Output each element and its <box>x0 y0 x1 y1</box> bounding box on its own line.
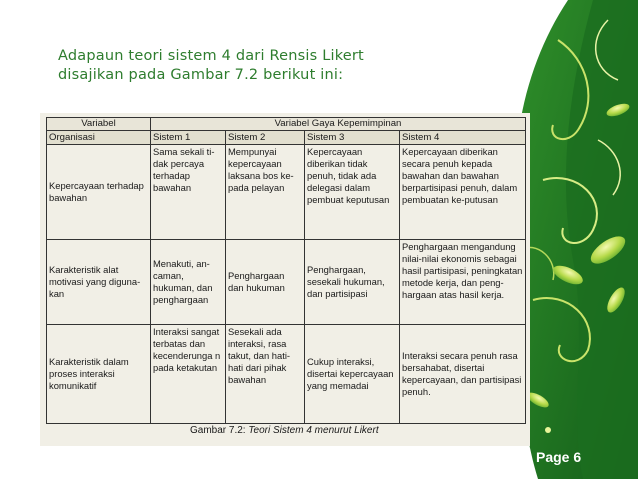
col-header: Sistem 3 <box>305 131 400 145</box>
row-variable: Karakteristik alat motivasi yang diguna-kan <box>47 240 151 325</box>
title-line-1: Adapaun teori sistem 4 dari Rensis Likert <box>58 48 364 64</box>
figure-caption <box>190 425 490 436</box>
cell-sistem-3: Penghargaan, sesekali hukuman, dan partisipasi <box>305 240 400 325</box>
slide-title <box>58 47 478 85</box>
caption-prefix: Gambar 7.2: <box>190 425 249 436</box>
likert-table <box>46 117 526 424</box>
header-variabel: Variabel <box>47 118 151 131</box>
col-header: Organisasi <box>47 131 151 145</box>
table-header-cols <box>47 131 526 145</box>
cell-sistem-1: Interaksi sangat terbatas dan kecenderunga n pada ketakutan <box>151 325 226 424</box>
cell-sistem-2: Penghargaan dan hukuman <box>226 240 305 325</box>
header-gaya-kepemimpinan: Variabel Gaya Kepemimpinan <box>151 118 526 131</box>
row-variable: Kepercayaan terhadap bawahan <box>47 145 151 240</box>
cell-sistem-4: Penghargaan mengandung nilai-nilai ekonomis sebagai hasil partisipasi, peningkatan metode kerja, dan peng-hargaan atas hasil kerja. <box>400 240 526 325</box>
caption-title: Teori Sistem 4 menurut Likert <box>248 425 379 436</box>
col-header: Sistem 4 <box>400 131 526 145</box>
cell-sistem-4: Interaksi secara penuh rasa bersahabat, disertai kepercayaan, dan partisipasi penuh. <box>400 325 526 424</box>
col-header: Sistem 1 <box>151 131 226 145</box>
col-header: Sistem 2 <box>226 131 305 145</box>
cell-sistem-1: Sama sekali ti-dak percaya terhadap bawahan <box>151 145 226 240</box>
cell-sistem-3: Kepercayaan diberikan tidak penuh, tidak ada delegasi dalam pembuat keputusan <box>305 145 400 240</box>
cell-sistem-1: Menakuti, an-caman, hukuman, dan penghargaan <box>151 240 226 325</box>
cell-sistem-3: Cukup interaksi, disertai kepercayaan yang memadai <box>305 325 400 424</box>
page-number: Page 6 <box>536 449 582 465</box>
table-row <box>47 325 526 424</box>
row-variable: Karakteristik dalam proses interaksi komunikatif <box>47 325 151 424</box>
cell-sistem-2: Mempunyai kepercayaan laksana bos ke-pada pelayan <box>226 145 305 240</box>
table-row <box>47 145 526 240</box>
title-line-2: disajikan pada Gambar 7.2 berikut ini: <box>58 67 344 83</box>
cell-sistem-2: Sesekali ada interaksi, rasa takut, dan hati-hati dari pihak bawahan <box>226 325 305 424</box>
table-row <box>47 240 526 325</box>
table-header-top <box>47 118 526 131</box>
cell-sistem-4: Kepercayaan diberikan secara penuh kepada bawahan dan bawahan berpartisipasi penuh, dalam pembuatan ke-putusan <box>400 145 526 240</box>
likert-table-figure <box>40 113 530 446</box>
